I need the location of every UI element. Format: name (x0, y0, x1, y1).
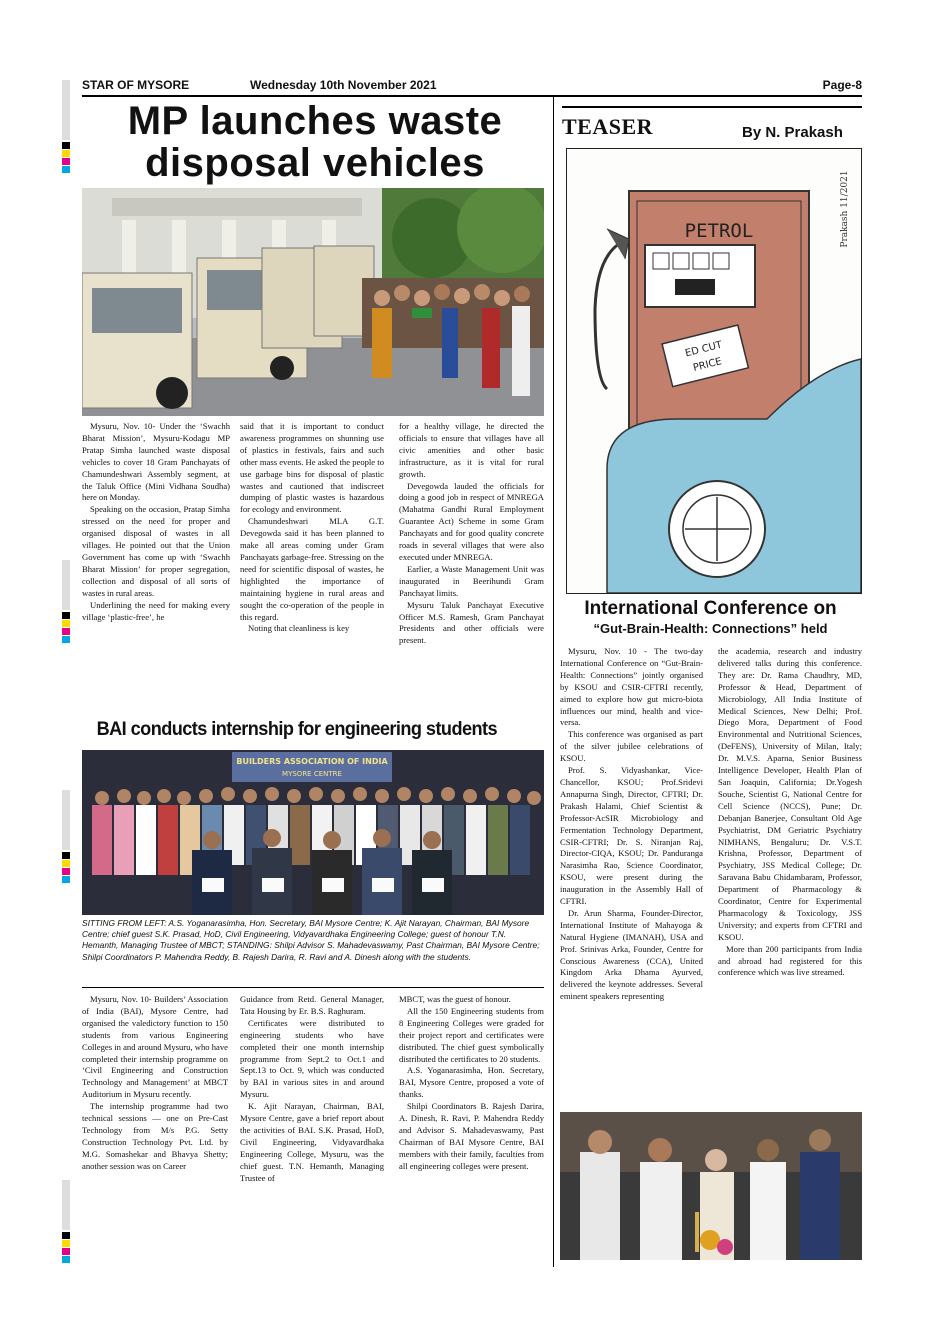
cartoon-signature: Prakash 11/2021 (840, 170, 850, 248)
paragraph: A.S. Yoganarasimha, Hon. Secretary, BAI, Mysore Centre, proposed a vote of thanks. (399, 1065, 544, 1100)
paragraph: Noting that cleanliness is key (248, 623, 350, 634)
page-number: Page-8 (822, 78, 862, 92)
registration-swatch (62, 612, 70, 619)
registration-swatch (62, 150, 70, 157)
story2-headline: BAI conducts internship for engineering students (96, 718, 498, 740)
registration-bar-bottom (62, 1180, 70, 1230)
story2-column-3 (399, 994, 544, 1264)
paragraph: This conference was organised as part of the silver jubilee celebrations of KSOU. (560, 729, 703, 764)
paragraph: Earlier, a Waste Management Unit was inaugurated in Beerihundi Gram Panchayat limits. (399, 563, 544, 598)
story1-column-3 (399, 421, 544, 713)
story2-photo-group (82, 750, 544, 915)
story1-column-2 (240, 421, 384, 713)
registration-swatch (62, 142, 70, 149)
teaser-top-rule (562, 106, 862, 108)
header-rule (82, 95, 862, 97)
story1-column-1 (82, 421, 230, 713)
teaser-cartoon (566, 148, 862, 594)
registration-swatch (62, 1248, 70, 1255)
paragraph: MBCT, was the guest of honour. (399, 994, 511, 1004)
registration-swatch (62, 628, 70, 635)
registration-swatch (62, 868, 70, 875)
paragraph: More than 200 participants from India and abroad had registered for this conference which was live streamed. (718, 943, 862, 978)
cartoon-pump-label: PETROL (684, 220, 754, 242)
story2-column-2 (240, 994, 384, 1264)
paragraph: Underlining the need for making every village ‘plastic-free’, he (82, 599, 230, 622)
registration-swatch (62, 166, 70, 173)
story3-headline-line1: International Conference on (584, 598, 837, 619)
masthead-paper-name: STAR OF MYSORE (82, 78, 190, 92)
caption-rule (82, 987, 544, 988)
paragraph: Speaking on the occasion, Pratap Simha stressed on the need for proper and organised disposal of wastes in all villages. He pointed out that the Union Government has come up with ‘Swachh Bharat Mission’ for proper segregation, collection and disposal of all sorts of wastes in rural areas. (82, 504, 230, 598)
paragraph: the academia, research and industry delivered talks during this conference. They are: Dr. Rama Chaudhry, MD, Professor & Head, Department of Microbiology, All India Institute of Medical Sciences, New Delhi; Prof. Diego Mora, Department of Food Environmental and Nutritional Sciences, (DeFENS), University of Milan, Italy; Dr. M.V.S. Aparna, Senior Business Intelligence Developer, Health Plan of San Joaquin, California; Dr.Yogesh Souche, Scientist G, National Centre for Cell Science (NCCS), Pune; Dr. Debanjan Banerjee, Consultant Old Age Psychiatrist, DM Geriatric Psychiatry NIMHANS, Bengaluru; Dr. V.S.T. Krishna, Professor, Department of Psychiatry, JSS Medical College; Dr. Saravana Babu Chidambaram, Professor, Department of Pharmacology & Coordinator, Centre for Experimental Pharmacology & Toxicology, JSS University; and experts from CFTRI and KSOU. (718, 646, 862, 942)
story3-headline (558, 598, 863, 638)
paragraph: Guidance from Retd. General Manager, Tata Housing by Er. B.S. Raghuram. (240, 994, 384, 1016)
paragraph: Mysuru, Nov. 10- Builders’ Association of India (BAI), Mysore Centre, had organised the valedictory function to 150 students from various Engineering Colleges in and around Mysuru, who have completed their internship programme on ‘Civil Engineering and Construction Technology and Management’ at MBCT Auditorium in Mysuru recently. (82, 994, 228, 1100)
story2-photo-caption: SITTING FROM LEFT: A.S. Yoganarasimha, Hon. Secretary, BAI Mysore Centre; K. Ajit Narayan, Chairman, BAI Mysore Centre; chief guest S.K. Prasad, HoD, Civil Engineering, Vidyavardhaka Engineering College; guest of honour T.N. Hemanth, Managing Trustee of MBCT; STANDING: Shilpi Advisor S. Mahadevaswamy, Past Chairman, BAI Mysore Centre; Shilpi Coordinators P. Mahendra Reddy, B. Rajesh Darira, R. Ravi and A. Dinesh along with the students. (82, 918, 540, 962)
story3-column-2 (718, 646, 862, 1108)
registration-swatch (62, 852, 70, 859)
teaser-byline: By N. Prakash (742, 124, 843, 141)
story1-headline (82, 100, 548, 184)
paragraph: Chamundeshwari MLA G.T. Devegowda said it has been planned to make all areas coming under Gram Panchayats garbage-free. Stressing on the need for scientific disposal of wastes, he highlighted the importance of maintaining hygiene in rural areas and sought the co-operation of the people in this regard. (240, 516, 384, 622)
story1-headline-line1: MP launches waste (127, 99, 503, 143)
story3-headline-line2: “Gut-Brain-Health: Connections” held (593, 621, 828, 636)
banner-text-line1: BUILDERS ASSOCIATION OF INDIA (236, 757, 388, 766)
registration-bar-top (62, 80, 70, 140)
paragraph: K. Ajit Narayan, Chairman, BAI, Mysore Centre, gave a brief report about the activities of BAI. S.K. Prasad, HoD, Civil Engineering, Vidyavardhaka Engineering College, Mysuru, was the chief guest. T.N. Hemanth, Managing Trustee of (240, 1101, 384, 1183)
paragraph: Dr. Arun Sharma, Founder-Director, International Institute of Mahayoga & Natural Hygiene (IMANAH), USA and Prof. Srinivas Arka, Founder, Centre for Conscious Awareness (CCA), United Kingdom Arka Dhama Ayurved, delivered the keynote addresses. Several eminent speakers representing (560, 907, 703, 1002)
paragraph: Mysuru Taluk Panchayat Executive Officer M.S. Ramesh, Gram Panchayat Presidents and other officials were present. (399, 599, 544, 646)
story2-column-1 (82, 994, 228, 1264)
paragraph: Certificates were distributed to engineering students who have completed their one month internship programme from Sept.2 to Oct.1 and Sept.13 to Oct. 9, which was conducted by BAI in various sites in and around Mysuru. (240, 1017, 384, 1100)
registration-bar-low (62, 790, 70, 850)
masthead-date: Wednesday 10th November 2021 (250, 78, 437, 92)
registration-swatch (62, 1256, 70, 1263)
paragraph: for a healthy village, he directed the officials to ensure that villages have all civic amenities and other basic infrastructure, as it is vital for rural growth. (399, 421, 544, 479)
banner-text-line2: MYSORE CENTRE (282, 770, 342, 778)
paragraph: All the 150 Engineering students from 8 Engineering Colleges were graded for their project report and certificates were distributed. The chief guest symbolically distributed the certificates to 20 students. (399, 1005, 544, 1064)
paragraph: Prof. S. Vidyashankar, Vice-Chancellor, KSOU; Prof.Sridevi Annapurna Singh, Director, CFTRI; Dr. Prakash Halami, Chief Scientist & Professor-AcSIR Microbiology and Fermentation Technology Department, CSIR-CFTRI; Dr. S. Niranjan Raj, Director-CIQA, KSOU; Dr. Panduranga Narasimha Rao, Science Coordinator, KSOU, were present during the inauguration in the Assembly Hall of CFTRI. (560, 765, 703, 907)
cartoon-sign-line1: ED CUT (684, 339, 724, 360)
registration-swatch (62, 620, 70, 627)
cartoon-sign-line2: PRICE (692, 356, 724, 374)
paragraph: Shilpi Coordinators B. Rajesh Darira, A. Dinesh, R. Ravi, P. Mahendra Reddy and Advisor S. Mahadevaswamy, Past Chairman of BAI Mysore Centre, BAI members with their family, faculties from all engineering colleges were present. (399, 1101, 544, 1171)
teaser-title: TEASER (562, 114, 654, 139)
registration-swatch (62, 636, 70, 643)
paragraph: Devegowda lauded the officials for doing a good job in respect of MNREGA (Mahatma Gandhi Rural Employment Guarantee Act) Scheme in some Gram Panchayats and for good quality concrete roads in several villages that were also executed under MNREGA. (399, 480, 544, 562)
paragraph: said that it is important to conduct awareness programmes on shunning use of plastics in festivals, fairs and such other mass events. He asked the people to use garbage bins for disposal of plastic wastes and cautioned that indiscreet dumping of plastic wastes is hazardous for ecology and environment. (240, 421, 384, 515)
registration-swatch (62, 876, 70, 883)
story3-column-1 (560, 646, 703, 1108)
registration-swatch (62, 1232, 70, 1239)
paragraph: The internship programme had two technical sessions — one on Pre-Cast Technology from M/s P.G. Setty Construction Technology Pvt. Ltd. by M.G. Somashekar and Bhavya Shetty; another session was on Career (82, 1101, 228, 1171)
story1-photo-vehicles (82, 188, 544, 416)
paragraph: Mysuru, Nov. 10- Under the ‘Swachh Bharat Mission’, Mysuru-Kodagu MP Pratap Simha launched waste disposal vehicles to cover 18 Gram Panchayats of Chamundeshwari Assembly segment, at the Taluk Office (Mini Vidhana Soudha) here on Monday. (82, 421, 230, 503)
registration-swatch (62, 158, 70, 165)
registration-swatch (62, 1240, 70, 1247)
paragraph: Mysuru, Nov. 10 - The two-day International Conference on “Gut-Brain-Health: Connections” jointly organised by KSOU and CSIR-CFTRI recently, aimed to explore how gut micro-biota influences our mind, health and vice-versa. (560, 646, 703, 728)
column-divider-vertical (553, 97, 554, 1267)
registration-bar-mid (62, 560, 70, 610)
story3-photo-lamp-lighting (560, 1112, 862, 1260)
story1-headline-line2: disposal vehicles (145, 141, 485, 185)
registration-swatch (62, 860, 70, 867)
